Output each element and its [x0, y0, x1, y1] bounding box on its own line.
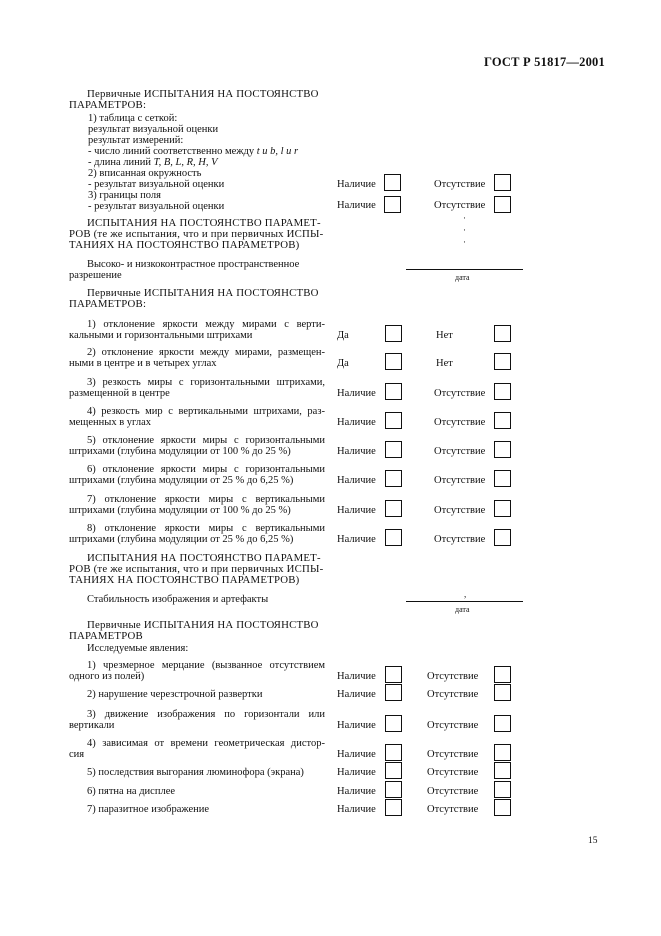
item-text-cont: кальными и горизонтальными штрихами — [69, 330, 253, 341]
choice-no-checkbox[interactable] — [494, 174, 511, 191]
choice-yes-label: Наличие — [337, 749, 376, 760]
choice-yes-checkbox[interactable] — [385, 762, 402, 779]
section-heading-cont: ПАРАМЕТРОВ: — [69, 298, 147, 310]
choice-no-checkbox[interactable] — [494, 412, 511, 429]
choice-yes-checkbox[interactable] — [385, 744, 402, 761]
choice-yes-checkbox[interactable] — [385, 799, 402, 816]
repeat-heading-cont: РОВ (те же испытания, что и при первичных ИСПЫ- — [69, 228, 324, 240]
choice-yes-checkbox[interactable] — [384, 196, 401, 213]
choice-yes-label: Наличие — [337, 179, 376, 190]
item-text: 3) движение изображения по горизонтали или — [87, 709, 325, 720]
choice-no-label: Отсутствие — [434, 505, 486, 516]
choice-no-checkbox[interactable] — [494, 684, 511, 701]
section-heading: Первичные ИСПЫТАНИЯ НА ПОСТОЯНСТВО — [87, 88, 319, 100]
choice-yes-checkbox[interactable] — [385, 383, 402, 400]
choice-no-checkbox[interactable] — [494, 353, 511, 370]
item-text: 5) отклонение яркости миры с горизонтальными — [87, 435, 325, 446]
choice-no-checkbox[interactable] — [494, 799, 511, 816]
date-line[interactable] — [406, 269, 523, 270]
choice-no-checkbox[interactable] — [494, 666, 511, 683]
choice-yes-label: Наличие — [337, 720, 376, 731]
item-text: 1) таблица с сеткой: — [88, 113, 178, 124]
choice-yes-checkbox[interactable] — [385, 781, 402, 798]
choice-no-label: Нет — [436, 330, 453, 341]
item-text: 8) отклонение яркости миры с вертикальными — [87, 523, 325, 534]
item-text: 3) границы поля — [88, 190, 161, 201]
choice-no-checkbox[interactable] — [494, 744, 511, 761]
subsection-title-cont: разрешение — [69, 270, 122, 281]
item-text-cont: сия — [69, 749, 85, 760]
choice-yes-checkbox[interactable] — [385, 412, 402, 429]
item-vars: T, B, L, R, H, V — [153, 157, 218, 168]
item-text-cont: ными в центре и в четырех углах — [69, 358, 217, 369]
item-text: 5) последствия выгорания люминофора (экрана) — [87, 767, 304, 778]
item-text: - число линий соответственно между t и b, l и r — [88, 146, 299, 157]
choice-no-checkbox[interactable] — [494, 500, 511, 517]
choice-yes-label: Наличие — [337, 446, 376, 457]
choice-no-label: Отсутствие — [434, 417, 486, 428]
item-text: 4) зависимая от времени геометрическая дистор- — [87, 738, 325, 749]
choice-no-label: Отсутствие — [427, 720, 479, 731]
item-text: результат визуальной оценки — [88, 124, 219, 135]
choice-no-label: Отсутствие — [434, 534, 486, 545]
document-code: ГОСТ Р 51817—2001 — [484, 55, 605, 69]
choice-no-checkbox[interactable] — [494, 383, 511, 400]
item-text: 6) пятна на дисплее — [87, 786, 176, 797]
choice-no-checkbox[interactable] — [494, 441, 511, 458]
choice-no-label: Отсутствие — [427, 749, 479, 760]
item-text: - результат визуальной оценки — [88, 179, 225, 190]
choice-yes-label: Наличие — [337, 417, 376, 428]
choice-yes-label: Наличие — [337, 767, 376, 778]
choice-yes-label: Да — [337, 358, 349, 369]
item-text-cont: штрихами (глубина модуляции от 25 % до 6,25 %) — [69, 534, 294, 545]
item-text-cont: штрихами (глубина модуляции от 25 % до 6,25 %) — [69, 475, 294, 486]
choice-yes-checkbox[interactable] — [385, 325, 402, 342]
subsection-title: Высоко- и низкоконтрастное пространственное — [87, 259, 300, 270]
item-text-cont: одного из полей) — [69, 671, 145, 682]
item-text: 7) паразитное изображение — [87, 804, 210, 815]
choice-no-checkbox[interactable] — [494, 762, 511, 779]
ellipsis-dot: · — [463, 225, 466, 235]
subsection-title: Стабильность изображения и артефакты — [87, 594, 269, 605]
item-text-cont: вертикали — [69, 720, 115, 731]
page-number: 15 — [588, 836, 598, 846]
choice-yes-checkbox[interactable] — [385, 529, 402, 546]
choice-yes-label: Наличие — [337, 388, 376, 399]
choice-yes-label: Наличие — [337, 786, 376, 797]
choice-yes-checkbox[interactable] — [385, 666, 402, 683]
choice-yes-checkbox[interactable] — [384, 174, 401, 191]
section-heading: Первичные ИСПЫТАНИЯ НА ПОСТОЯНСТВО — [87, 619, 319, 631]
ellipsis-dot: · — [463, 237, 466, 247]
choice-no-checkbox[interactable] — [494, 715, 511, 732]
choice-no-checkbox[interactable] — [494, 781, 511, 798]
item-text: - длина линий T, B, L, R, H, V — [88, 157, 218, 168]
repeat-heading: ИСПЫТАНИЯ НА ПОСТОЯНСТВО ПАРАМЕТ- — [87, 552, 321, 564]
choice-no-checkbox[interactable] — [494, 196, 511, 213]
choice-yes-checkbox[interactable] — [385, 353, 402, 370]
item-text: 7) отклонение яркости миры с вертикальными — [87, 494, 325, 505]
choice-no-label: Нет — [436, 358, 453, 369]
choice-no-label: Отсутствие — [427, 671, 479, 682]
choice-no-label: Отсутствие — [434, 446, 486, 457]
choice-yes-label: Наличие — [337, 534, 376, 545]
item-text-cont: размещенной в центре — [69, 388, 170, 399]
item-text-cont: штрихами (глубина модуляции от 100 % до 25 %) — [69, 446, 291, 457]
item-text-cont: мещенных в углах — [69, 417, 151, 428]
choice-no-label: Отсутствие — [427, 689, 479, 700]
choice-yes-label: Наличие — [337, 475, 376, 486]
choice-yes-label: Наличие — [337, 804, 376, 815]
choice-no-label: Отсутствие — [434, 475, 486, 486]
choice-yes-label: Да — [337, 330, 349, 341]
choice-no-label: Отсутствие — [427, 786, 479, 797]
item-text: 2) отклонение яркости между мирами, размещен- — [87, 347, 325, 358]
item-text: 2) нарушение черезстрочной развертки — [87, 689, 263, 700]
item-text: 3) резкость миры с горизонтальными штрихами, — [87, 377, 325, 388]
date-line[interactable] — [406, 601, 523, 602]
item-text: 1) отклонение яркости между мирами с верти- — [87, 319, 325, 330]
choice-yes-checkbox[interactable] — [385, 470, 402, 487]
comma-mark: , — [464, 589, 467, 599]
item-text: 1) чрезмерное мерцание (вызванное отсутствием — [87, 660, 325, 671]
repeat-heading: ИСПЫТАНИЯ НА ПОСТОЯНСТВО ПАРАМЕТ- — [87, 217, 321, 229]
choice-yes-checkbox[interactable] — [385, 441, 402, 458]
item-text: - результат визуальной оценки — [88, 201, 225, 212]
subheading: Исследуемые явления: — [87, 643, 189, 654]
section-heading-cont: ПАРАМЕТРОВ — [69, 630, 143, 642]
date-label: дата — [455, 605, 470, 614]
item-text: 2) вписанная окружность — [88, 168, 202, 179]
repeat-heading-cont: ТАНИЯХ НА ПОСТОЯНСТВО ПАРАМЕТРОВ) — [69, 239, 300, 251]
section-heading: Первичные ИСПЫТАНИЯ НА ПОСТОЯНСТВО — [87, 287, 319, 299]
choice-yes-label: Наличие — [337, 689, 376, 700]
ellipsis-dot: · — [463, 213, 466, 223]
repeat-heading-cont: ТАНИЯХ НА ПОСТОЯНСТВО ПАРАМЕТРОВ) — [69, 574, 300, 586]
item-text: результат измерений: — [88, 135, 184, 146]
choice-yes-label: Наличие — [337, 505, 376, 516]
choice-no-checkbox[interactable] — [494, 470, 511, 487]
choice-yes-checkbox[interactable] — [385, 715, 402, 732]
choice-no-label: Отсутствие — [434, 179, 486, 190]
choice-no-label: Отсутствие — [427, 767, 479, 778]
item-text-cont: штрихами (глубина модуляции от 100 % до 25 %) — [69, 505, 291, 516]
item-text: 6) отклонение яркости миры с горизонтальными — [87, 464, 325, 475]
choice-no-label: Отсутствие — [427, 804, 479, 815]
section-heading-cont: ПАРАМЕТРОВ: — [69, 99, 147, 111]
choice-no-label: Отсутствие — [434, 388, 486, 399]
choice-no-checkbox[interactable] — [494, 325, 511, 342]
item-text: 4) резкость мир с вертикальными штрихами, раз- — [87, 406, 325, 417]
choice-yes-label: Наличие — [337, 200, 376, 211]
choice-yes-checkbox[interactable] — [385, 684, 402, 701]
choice-yes-label: Наличие — [337, 671, 376, 682]
date-label: дата — [455, 273, 470, 282]
repeat-heading-cont: РОВ (те же испытания, что и при первичных ИСПЫ- — [69, 563, 324, 575]
choice-yes-checkbox[interactable] — [385, 500, 402, 517]
choice-no-label: Отсутствие — [434, 200, 486, 211]
choice-no-checkbox[interactable] — [494, 529, 511, 546]
item-vars: t и b, l и r — [256, 146, 299, 157]
